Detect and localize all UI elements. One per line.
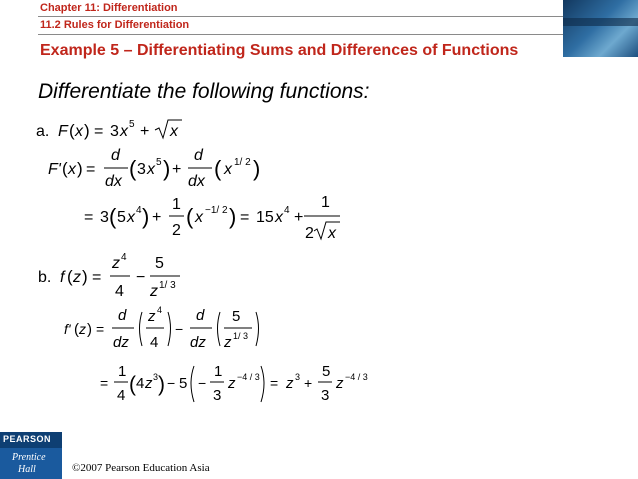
svg-text:−: − xyxy=(198,375,207,391)
imprint-line-2: Hall xyxy=(18,464,36,475)
svg-text:+: + xyxy=(152,209,162,226)
svg-text:x: x xyxy=(224,161,232,178)
svg-text:5: 5 xyxy=(232,308,241,325)
svg-text:d: d xyxy=(196,307,205,324)
svg-text:15: 15 xyxy=(256,209,274,226)
svg-text:f': f' xyxy=(64,321,71,337)
svg-text:(: ( xyxy=(214,156,222,181)
svg-text:dz: dz xyxy=(190,334,206,351)
svg-text:x: x xyxy=(275,209,283,226)
svg-text:): ) xyxy=(142,204,150,229)
svg-text:1/ 3: 1/ 3 xyxy=(159,280,176,291)
part-a-label: a. xyxy=(36,123,50,140)
svg-text:5: 5 xyxy=(179,375,188,392)
part-b-label: b. xyxy=(38,269,52,286)
svg-text:d: d xyxy=(118,307,127,324)
section-heading: 11.2 Rules for Differentiation xyxy=(40,19,190,31)
imprint-line-1: Prentice xyxy=(12,452,46,463)
copyright-notice: ©2007 Pearson Education Asia xyxy=(72,462,210,474)
svg-text:): ) xyxy=(84,121,90,140)
svg-text:(: ( xyxy=(109,204,117,229)
svg-text:z: z xyxy=(228,375,236,392)
svg-text:): ) xyxy=(77,159,83,178)
svg-text:d: d xyxy=(111,147,120,164)
svg-text:+: + xyxy=(294,209,304,226)
svg-text:1: 1 xyxy=(118,363,127,380)
svg-text:z: z xyxy=(148,308,156,325)
svg-text:4: 4 xyxy=(284,205,290,216)
svg-text:z: z xyxy=(112,255,120,272)
svg-text:3: 3 xyxy=(213,387,222,404)
svg-text:5: 5 xyxy=(129,119,135,130)
svg-text:4: 4 xyxy=(136,375,145,392)
svg-text:3: 3 xyxy=(153,372,159,382)
part-b-step1-svg xyxy=(64,306,304,354)
svg-text:(: ( xyxy=(62,159,68,178)
chapter-heading: Chapter 11: Differentiation xyxy=(40,2,178,14)
svg-text:1/ 3: 1/ 3 xyxy=(233,331,249,341)
svg-text:): ) xyxy=(82,267,88,286)
svg-text:4: 4 xyxy=(121,252,127,263)
svg-text:−4 / 3: −4 / 3 xyxy=(237,372,260,382)
svg-text:4: 4 xyxy=(115,283,124,300)
svg-text:z: z xyxy=(286,375,294,392)
svg-text:3: 3 xyxy=(137,161,146,178)
svg-text:): ) xyxy=(163,156,171,181)
svg-text:5: 5 xyxy=(155,255,164,272)
svg-text:F': F' xyxy=(48,161,61,178)
part-b-function-svg xyxy=(38,252,238,300)
svg-text:(: ( xyxy=(186,204,194,229)
svg-text:=: = xyxy=(96,321,105,337)
svg-text:3: 3 xyxy=(110,123,119,140)
svg-text:1: 1 xyxy=(214,363,223,380)
part-a-function-svg xyxy=(36,116,236,144)
svg-text:−: − xyxy=(175,321,184,337)
svg-text:x: x xyxy=(127,209,135,226)
svg-text:5: 5 xyxy=(117,209,126,226)
svg-text:(: ( xyxy=(129,373,136,396)
svg-text:): ) xyxy=(229,204,237,229)
svg-text:x: x xyxy=(170,123,178,140)
svg-text:(: ( xyxy=(74,321,79,338)
svg-text:5: 5 xyxy=(322,363,331,380)
slide-title: Example 5 – Differentiating Sums and Differences of Functions xyxy=(40,42,519,59)
svg-text:4: 4 xyxy=(117,387,126,404)
svg-text:F: F xyxy=(58,123,68,140)
svg-text:+: + xyxy=(304,375,313,391)
svg-text:x: x xyxy=(75,123,83,140)
svg-text:x: x xyxy=(120,123,128,140)
svg-text:3: 3 xyxy=(295,372,301,382)
svg-text:2: 2 xyxy=(305,225,314,242)
svg-text:z: z xyxy=(224,334,232,351)
svg-text:x: x xyxy=(68,161,76,178)
header-rule-top xyxy=(38,16,630,17)
book-cover-thumbnail xyxy=(563,0,638,57)
svg-text:x: x xyxy=(195,209,203,226)
svg-text:): ) xyxy=(253,156,261,181)
part-b-step2-svg xyxy=(100,362,390,412)
sqrt-sign xyxy=(314,222,340,239)
svg-text:1/ 2: 1/ 2 xyxy=(234,157,251,168)
svg-text:−4 / 3: −4 / 3 xyxy=(345,372,368,382)
svg-text:4: 4 xyxy=(150,334,159,351)
svg-text:3: 3 xyxy=(100,209,109,226)
svg-text:z: z xyxy=(336,375,344,392)
svg-text:−: − xyxy=(167,375,176,391)
svg-text:dz: dz xyxy=(113,334,129,351)
svg-text:=: = xyxy=(100,375,109,391)
svg-text:=: = xyxy=(94,123,104,140)
svg-text:1: 1 xyxy=(321,194,330,211)
svg-text:+: + xyxy=(172,161,182,178)
svg-text:x: x xyxy=(328,225,336,242)
svg-text:=: = xyxy=(270,375,279,391)
svg-text:d: d xyxy=(194,147,203,164)
svg-text:=: = xyxy=(86,161,96,178)
svg-text:=: = xyxy=(240,209,250,226)
svg-text:z: z xyxy=(145,375,153,392)
publisher-name: PEARSON xyxy=(3,434,52,444)
svg-text:=: = xyxy=(84,209,94,226)
svg-text:1: 1 xyxy=(172,196,181,213)
svg-text:): ) xyxy=(87,321,92,338)
svg-text:x: x xyxy=(147,161,155,178)
svg-text:): ) xyxy=(158,373,165,396)
svg-text:−: − xyxy=(136,269,146,286)
svg-text:(: ( xyxy=(129,156,137,181)
svg-text:dx: dx xyxy=(188,173,205,190)
svg-text:(: ( xyxy=(69,121,75,140)
svg-text:=: = xyxy=(92,269,102,286)
part-a-step1-svg xyxy=(48,146,288,194)
svg-text:z: z xyxy=(73,269,81,286)
svg-text:dx: dx xyxy=(105,173,122,190)
header-rule-middle xyxy=(38,34,630,35)
svg-text:+: + xyxy=(140,123,150,140)
svg-text:z: z xyxy=(79,321,86,337)
svg-text:z: z xyxy=(150,283,158,300)
svg-text:4: 4 xyxy=(157,305,163,315)
svg-text:(: ( xyxy=(67,267,73,286)
svg-text:2: 2 xyxy=(172,222,181,239)
svg-text:5: 5 xyxy=(156,157,162,168)
svg-text:3: 3 xyxy=(321,387,330,404)
instruction-text: Differentiate the following functions: xyxy=(38,80,370,103)
svg-text:4: 4 xyxy=(136,205,142,216)
svg-text:f: f xyxy=(60,269,65,286)
book-cover-band xyxy=(563,18,638,26)
svg-text:−1/ 2: −1/ 2 xyxy=(205,205,228,216)
part-a-step2-svg xyxy=(84,192,364,244)
